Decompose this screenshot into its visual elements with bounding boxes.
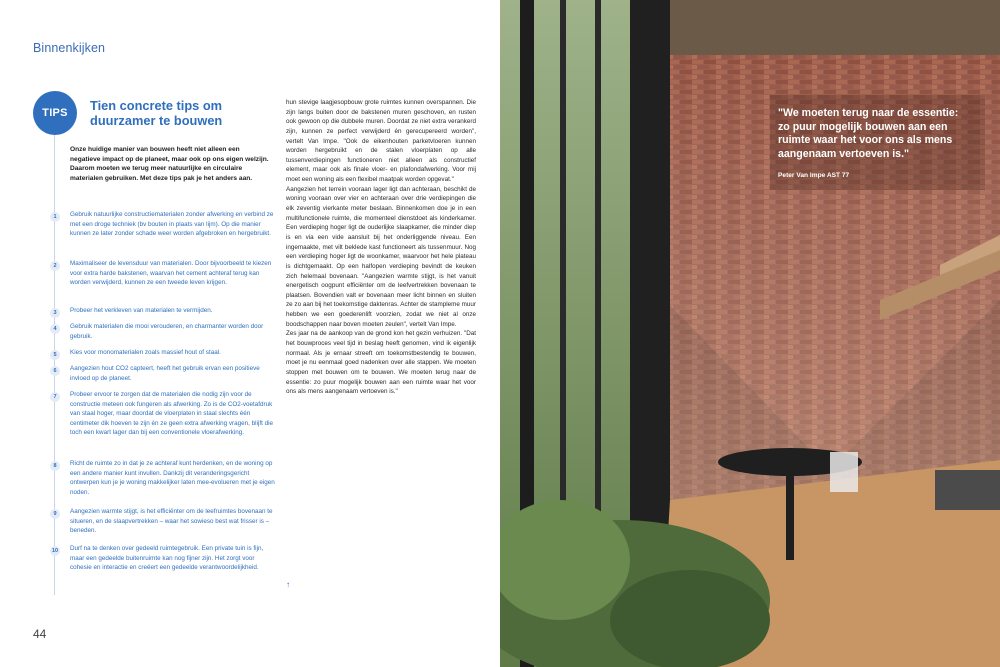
- tip-number: 9: [50, 509, 60, 519]
- tip-text: Probeer het verkleven van materialen te vermijden.: [70, 307, 213, 314]
- tip-text: Durf na te denken over gedeeld ruimtegebruik. Een private tuin is fijn, maar een gedeelde buitenruimte kan nog fijner zijn. Het zorgt voor cohesie en interactie en creëert een gedeelde verantwoordelijkheid.: [70, 545, 264, 572]
- pull-quote: "We moeten terug naar de essentie: zo puur mogelijk bouwen aan een ruimte waar het voor ons als mens aangenaam vertoeven is.": [778, 107, 959, 160]
- tip-number: 6: [50, 366, 60, 376]
- tip-number: 8: [50, 461, 60, 471]
- article-paragraph: Zes jaar na de aankoop van de grond kon het gezin verhuizen. "Dat het bouwproces veel tijd in beslag heeft genomen, vind ik eigenlijk normaal. Als je ernaar streeft om toekomstbestendig te bouwen, moet je nu eenmaal goed nadenken over alle stappen. We moeten stoppen met bouwen om te bouwen. We moeten terug naar de essentie: zo puur mogelijk bouwen aan een ruimte waar het voor ons als mens aangenaam vertoeven is.": [286, 330, 476, 396]
- tip-text: Aangezien hout CO2 capteert, heeft het gebruik ervan een positieve invloed op de planeet.: [70, 365, 260, 382]
- tip-number: 1: [50, 212, 60, 222]
- tip-number: 7: [50, 392, 60, 402]
- tip-text: Maximaliseer de levensduur van materialen. Door bijvoorbeeld te kiezen voor extra harde bakstenen, waarvan het cement achteraf terug kan worden verwijderd, kunnen ze een tweede leven krijgen.: [70, 260, 272, 287]
- tip-number: 10: [51, 548, 59, 554]
- tip-text: Gebruik natuurlijke constructiematerialen zonder afwerking en verbind ze met een droge techniek (bv bouten in plaats van lijm). Op die manier kunnen ze later zonder schade weer worden afgebroken en hergebruikt.: [70, 211, 274, 238]
- article-paragraph: Aangezien het terrein vooraan lager ligt dan achteraan, beschikt de woning vooraan over vier en achteraan over drie verdiepingen die elk zeventig vierkante meter beslaan. Binnenkomen doe je in een multifunctionele ruimte, die momenteel dienstdoet als kinderkamer. Een verdieping hoger ligt de ouderlijke slaapkamer, die minder diep is en via een vide aansluit bij het onderliggende niveau. Een ingemaakte, met vilt beklede kast functioneert als tussenmuur. Nog een verdieping hoger ligt de woonkamer, waarvoor het hele plateau is dichtgemaakt. Op een halfopen verdieping bevindt de keuken zich helemaal bovenaan. "Aangezien warmte stijgt, is het vanuit energetisch oogpunt efficiënter om de leefvertrekken bovenaan te plaatsen. Bovendien valt er bovenaan meer licht binnen en sluiten ze zo aan bij het toekomstige daktenras. Achter de stampleme muur hebben we een goederenlift voorzien, zodat we niet al onze boodschappen naar boven moeten zeulen", vertelt Van Impe.: [286, 185, 476, 328]
- tip-text: Richt de ruimte zo in dat je ze achteraf kunt herdenken, en de woning op een andere manier kunt invullen. Dankzij dit veranderingsgericht ontwerpen kun je je woning makkelijker laten mee-evolueren met je eigen noden.: [70, 460, 275, 496]
- quote-attribution: Peter Van Impe AST 77: [778, 172, 850, 179]
- tips-intro: Onze huidige manier van bouwen heeft niet alleen een negatieve impact op de planeet, maar ook op ons eigen welzijn. Daarom moeten we terug meer natuurlijke en circulaire materialen gebruiken. Met deze tips pak je het anders aan.: [70, 146, 269, 182]
- interior-photo: [500, 0, 1000, 667]
- article-paragraph: hun stevige laagjesopbouw grote ruimtes kunnen overspannen. Die zijn langs buiten door de bakstenen muren geschoven, en rusten ook gewoon op die dubbele muren. Doordat ze niet extra verankerd zijn, kunnen ze perfect verwijderd én gerecupereerd worden", vertelt Van Impe. "Ook de eikenhouten parketvloeren kunnen worden hergebruikt en de stalen vloerplaten op alle tussenverdiepingen functioneren niet alleen als constructief element, maar ook als finale vloer- en plafondafwerking. Voor mij moet een woning als een flexibel maatpak worden opgevat.": [286, 99, 476, 184]
- tip-text: Kies voor monomaterialen zoals massief hout of staal.: [70, 349, 221, 356]
- tip-text: Probeer ervoor te zorgen dat de materialen die nodig zijn voor de constructie meteen ook fungeren als afwerking. Zo is de CO2-voetafdruk van staal hoger, maar doordat de vloerplaten in staal slechts één centimeter dik hoeven te zijn én ze geen extra afwerking vragen, blijft die toch een kwart lager dan bij een conventionele vloerafwerking.: [70, 391, 274, 437]
- page-number: 44: [33, 627, 47, 641]
- tips-divider: [54, 135, 55, 595]
- tips-title: Tien concrete tips om duurzamer te bouwen: [90, 98, 223, 128]
- tip-text: Gebruik materialen die mooi verouderen, en charmanter worden door gebruik.: [70, 323, 264, 340]
- article-body: [286, 98, 476, 397]
- tip-number: 2: [50, 261, 60, 271]
- article-end-mark: ↑: [286, 580, 290, 589]
- tip-number: 4: [50, 324, 60, 334]
- tip-number: 5: [50, 350, 60, 360]
- tip-text: Aangezien warmte stijgt, is het efficiënter om de leefruimtes bovenaan te situeren, en de slaapvertrekken – waar het sowieso best wat frisser is – beneden.: [70, 508, 273, 535]
- section-title: Binnenkijken: [33, 41, 106, 55]
- tips-badge: TIPS: [33, 91, 77, 135]
- tip-number: 3: [50, 308, 60, 318]
